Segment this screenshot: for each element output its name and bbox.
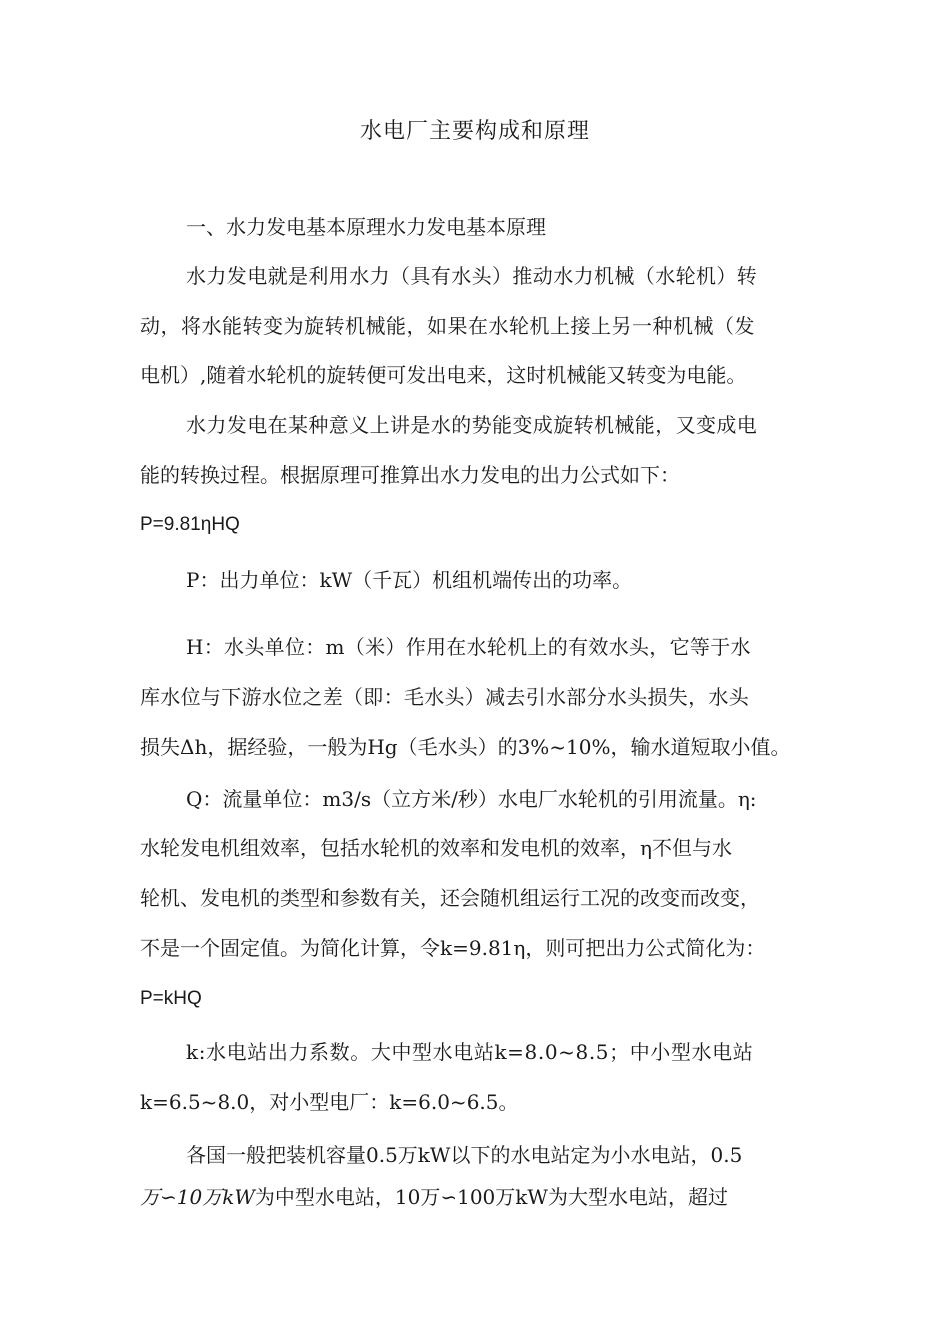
paragraph-line: H：水头单位：m（米）作用在水轮机上的有效水头，它等于水 <box>186 635 751 659</box>
paragraph-line: 水力发电在某种意义上讲是水的势能变成旋转机械能，又变成电 <box>186 413 758 437</box>
paragraph-line: k=6.5~8.0，对小型电厂：k=6.0~6.5。 <box>140 1090 519 1114</box>
italic-range: 万∽10万kW <box>140 1185 255 1209</box>
paragraph-line: 能的转换过程。根据原理可推算出水力发电的出力公式如下： <box>140 463 680 487</box>
paragraph-line: P：出力单位：kW（千瓦）机组机端传出的功率。 <box>186 568 633 592</box>
page-title: 水电厂主要构成和原理 <box>359 119 590 144</box>
paragraph-line: 动，将水能转变为旋转机械能，如果在水轮机上接上另一种机械（发 <box>140 314 755 338</box>
paragraph-line <box>140 1182 728 1212</box>
paragraph-line: Q：流量单位：m3/s（立方米/秒）水电厂水轮机的引用流量。η: <box>186 787 757 811</box>
paragraph-line: 电机）,随着水轮机的旋转便可发出电来，这时机械能又转变为电能。 <box>140 363 747 387</box>
paragraph-line: 轮机、发电机的类型和参数有关，还会随机组运行工况的改变而改变， <box>140 886 760 910</box>
paragraph-line: 水力发电就是利用水力（具有水头）推动水力机械（水轮机）转 <box>186 264 758 288</box>
paragraph-line: 损失Δh，据经验，一般为Hg（毛水头）的3%~10%，输水道短取小值。 <box>140 735 791 759</box>
paragraph-line: 各国一般把装机容量0.5万kW以下的水电站定为小水电站，0.5 <box>186 1143 743 1167</box>
paragraph-line: 水轮发电机组效率，包括水轮机的效率和发电机的效率，η不但与水 <box>140 836 732 860</box>
paragraph-line: 库水位与下游水位之差（即：毛水头）减去引水部分水头损失，水头 <box>140 685 749 709</box>
paragraph-line: k:水电站出力系数。大中型水电站k=8.0~8.5；中小型水电站 <box>186 1040 754 1064</box>
section-heading: 一、水力发电基本原理水力发电基本原理 <box>186 215 546 239</box>
paragraph-line: 不是一个固定值。为简化计算，令k=9.81η，则可把出力公式简化为： <box>140 936 766 960</box>
line-text: 为中型水电站，10万∽100万kW为大型水电站，超过 <box>254 1185 728 1209</box>
formula: P=kHQ <box>140 988 202 1009</box>
formula: P=9.81ηHQ <box>140 514 240 535</box>
